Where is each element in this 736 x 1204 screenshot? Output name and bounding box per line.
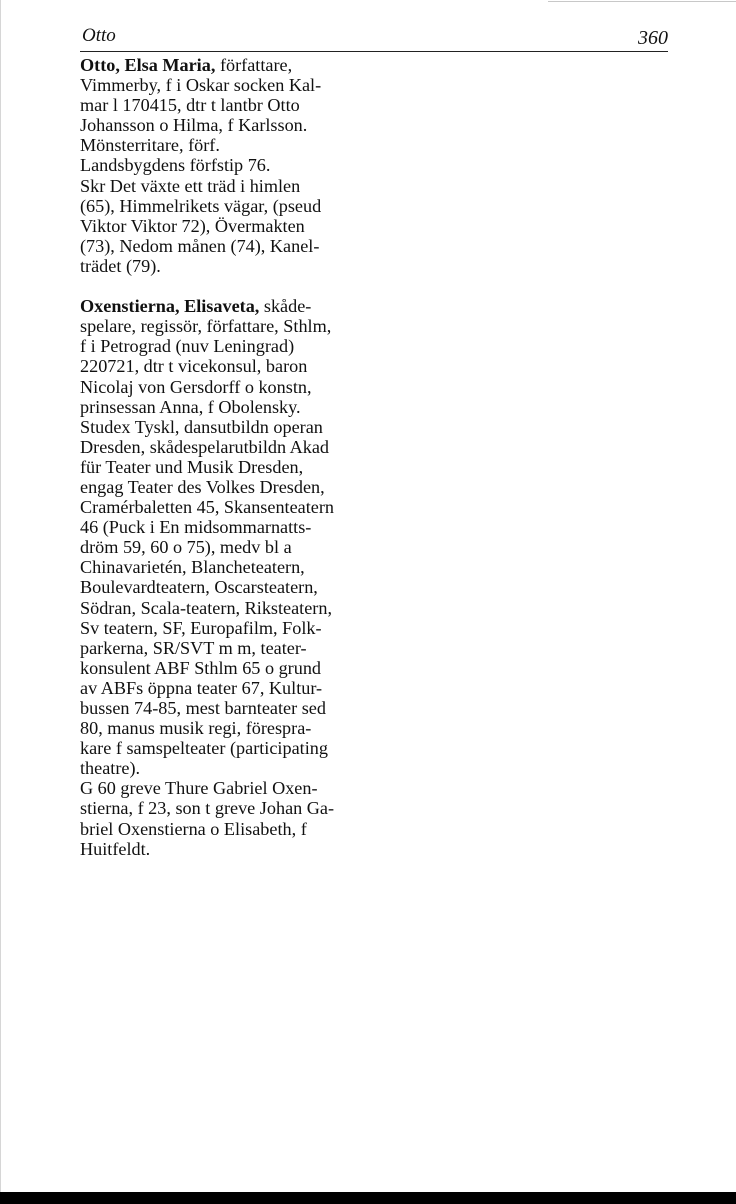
entry-line: Johansson o Hilma, f Karlsson.	[80, 115, 308, 136]
entry-line: Dresden, skådespelarutbildn Akad	[80, 436, 330, 457]
entry-line: Skr Det växte ett träd i himlen	[80, 175, 301, 196]
scan-bottom-bar	[0, 1192, 736, 1204]
entry-line: prinsessan Anna, f Obolensky.	[80, 396, 301, 417]
entry-line: (65), Himmelrikets vägar, (pseud	[80, 195, 322, 216]
entry-line: kare f samspelteater (participating	[80, 738, 328, 759]
entry-line: Boulevardteatern, Oscarsteatern,	[80, 577, 318, 598]
entry-line: Nicolaj von Gersdorff o konstn,	[80, 376, 312, 397]
entry-line: konsulent ABF Sthlm 65 o grund	[80, 657, 322, 678]
entry-line: theatre).	[80, 758, 141, 779]
entry-line: f i Petrograd (nuv Leningrad)	[80, 336, 295, 357]
entry-line: Viktor Viktor 72), Övermakten	[80, 215, 305, 236]
entry-first-line-rest: skåde-	[259, 296, 312, 317]
page-number: 360	[638, 27, 668, 49]
entry-line: für Teater und Musik Dresden,	[80, 456, 304, 477]
running-head	[80, 23, 668, 52]
entry-line: mar l 170415, dtr t lantbr Otto	[80, 95, 300, 116]
entry-line: briel Oxenstierna o Elisabeth, f	[80, 818, 307, 839]
entry-line: Cramérbaletten 45, Skansenteatern	[80, 497, 335, 518]
entry-line: 220721, dtr t vicekonsul, baron	[80, 356, 308, 377]
entry-line: av ABFs öppna teater 67, Kultur-	[80, 677, 323, 698]
entry-name: Otto, Elsa Maria,	[80, 55, 216, 75]
entry-first-line	[80, 296, 370, 316]
scan-left-edge	[0, 0, 1, 1204]
entries-column	[80, 55, 370, 859]
entry-line: trädet (79).	[80, 255, 161, 276]
entry-line: parkerna, SR/SVT m m, teater-	[80, 637, 307, 658]
entry-line: Södran, Scala-teatern, Riksteatern,	[80, 597, 333, 618]
entry-line: dröm 59, 60 o 75), medv bl a	[80, 537, 292, 558]
entry-line: (73), Nedom månen (74), Kanel-	[80, 235, 320, 256]
entry-line: engag Teater des Volkes Dresden,	[80, 476, 325, 497]
entry-line: 46 (Puck i En midsommarnatts-	[80, 517, 312, 538]
entry-line: Huitfeldt.	[80, 838, 151, 859]
entry-line: Mönsterritare, förf.	[80, 135, 220, 156]
entry-line: Sv teatern, SF, Europafilm, Folk-	[80, 617, 322, 638]
entry-otto-elsa-maria	[80, 55, 370, 276]
scan-top-line	[548, 1, 736, 2]
entry-line: G 60 greve Thure Gabriel Oxen-	[80, 778, 318, 799]
entry-spacer	[80, 276, 370, 296]
entry-line: Chinavarietén, Blancheteatern,	[80, 557, 305, 578]
entry-first-line-rest: författare,	[215, 55, 293, 75]
entry-line: Landsbygdens förfstip 76.	[80, 155, 271, 176]
running-head-word: Otto	[82, 25, 116, 46]
entry-line: bussen 74-85, mest barnteater sed	[80, 698, 326, 718]
entry-oxenstierna-elisaveta	[80, 296, 370, 859]
entry-name: Oxenstierna, Elisaveta,	[80, 296, 260, 317]
entry-first-line	[80, 55, 370, 75]
entry-line: Studex Tyskl, dansutbildn operan	[80, 416, 323, 437]
entry-line: Vimmerby, f i Oskar socken Kal-	[80, 75, 322, 96]
entry-line: stierna, f 23, son t greve Johan Ga-	[80, 798, 335, 819]
entry-line: spelare, regissör, författare, Sthlm,	[80, 316, 332, 337]
entry-line: 80, manus musik regi, förespra-	[80, 718, 312, 739]
